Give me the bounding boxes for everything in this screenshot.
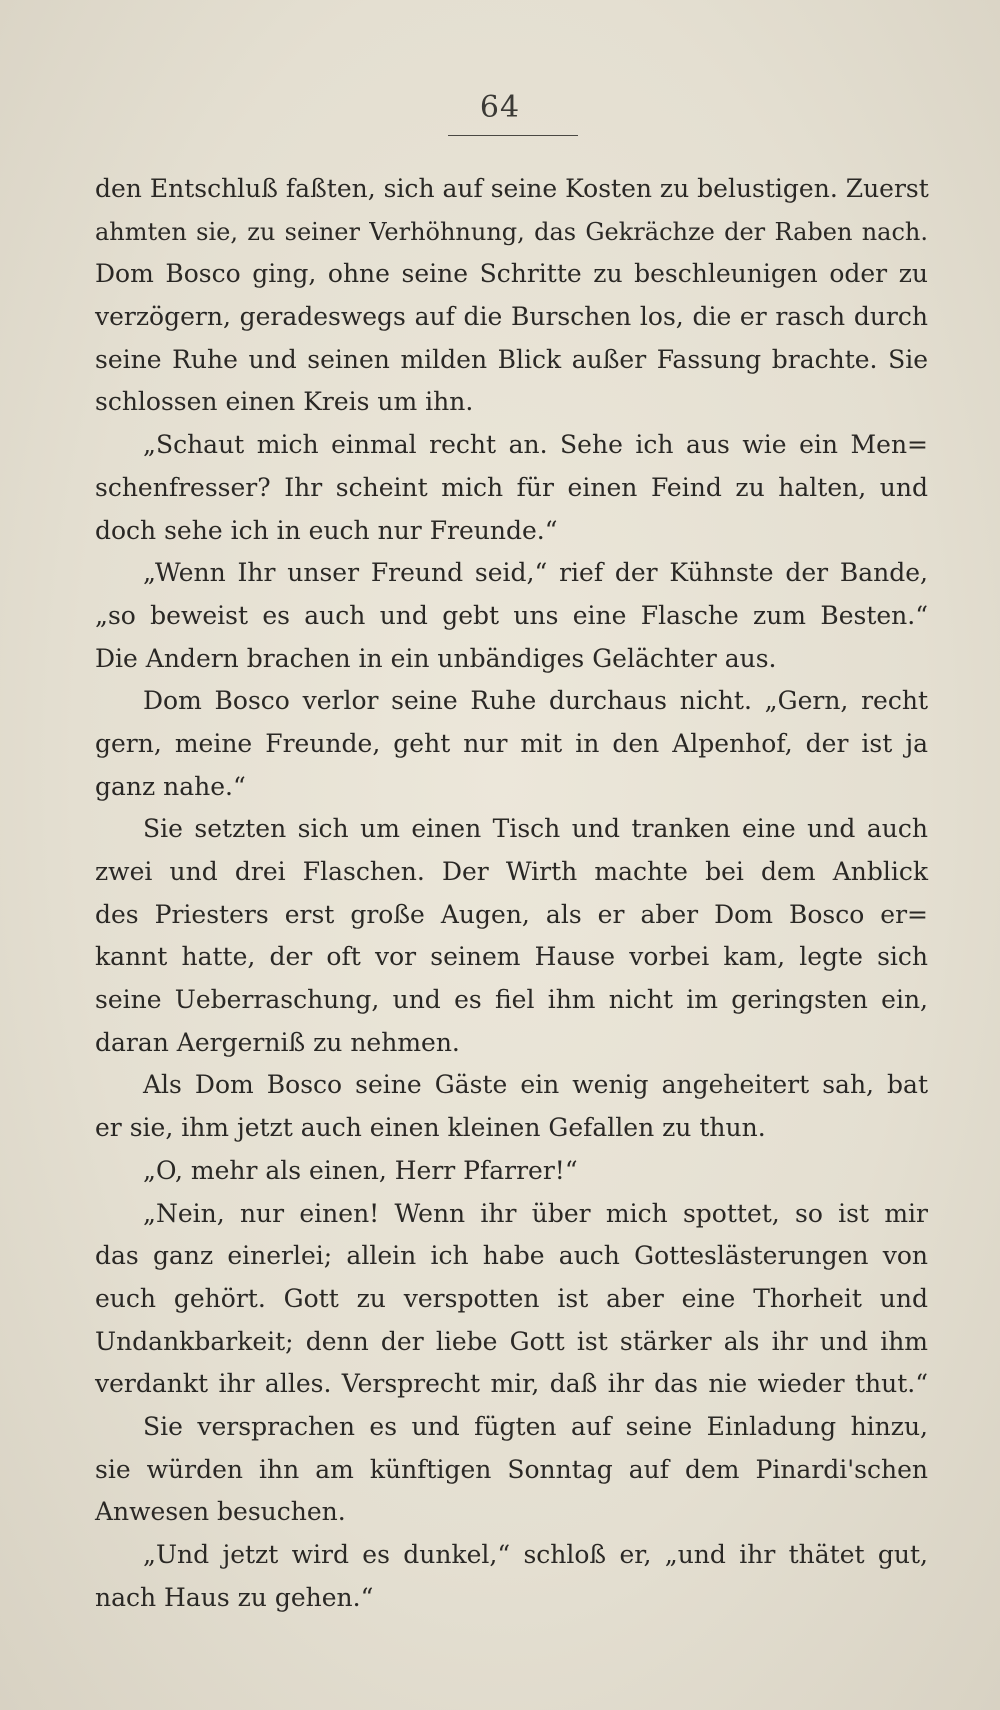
text-line: ganz nahe.“	[95, 771, 246, 801]
text-line: „O, mehr als einen, Herr Pfarrer!“	[143, 1155, 578, 1185]
text-line: zwei und drei Flaschen. Der Wirth machte bei dem Anblick	[95, 857, 928, 886]
text-line: daran Aergerniß zu nehmen.	[95, 1027, 460, 1057]
text-line: den Entschluß faßten, sich auf seine Kosten zu belustigen. Zuerst	[95, 174, 929, 203]
text-line: Dom Bosco ging, ohne seine Schritte zu beschleunigen oder zu	[95, 259, 928, 289]
text-line: Sie versprachen es und fügten auf seine Einladung hinzu,	[143, 1411, 928, 1441]
text-line: Dom Bosco verlor seine Ruhe durchaus nicht. „Gern, recht	[143, 686, 928, 716]
text-line: „Schaut mich einmal recht an. Sehe ich aus wie ein Men=	[143, 430, 928, 460]
text-line: Als Dom Bosco seine Gäste ein wenig angeheitert sah, bat	[143, 1070, 928, 1100]
text-line: verzögern, geradeswegs auf die Burschen los, die er rasch durch	[95, 302, 928, 332]
text-line: er sie, ihm jetzt auch einen kleinen Gefallen zu thun.	[95, 1113, 766, 1143]
text-line: seine Ruhe und seinen milden Blick außer Fassung brachte. Sie	[95, 344, 928, 374]
text-line: doch sehe ich in euch nur Freunde.“	[95, 515, 558, 545]
text-line: Anwesen besuchen.	[95, 1497, 346, 1527]
text-line: schlossen einen Kreis um ihn.	[95, 387, 474, 417]
text-line: verdankt ihr alles. Versprecht mir, daß ihr das nie wieder thut.“	[95, 1369, 928, 1399]
body-text	[95, 168, 928, 1619]
text-line: kannt hatte, der oft vor seinem Hause vorbei kam, legte sich	[95, 942, 928, 972]
text-line: seine Ueberraschung, und es fiel ihm nicht im geringsten ein,	[95, 985, 928, 1015]
text-line: Die Andern brachen in ein unbändiges Gelächter aus.	[95, 643, 777, 673]
text-line: „Wenn Ihr unser Freund seid,“ rief der Kühnste der Bande,	[143, 558, 928, 588]
text-line: nach Haus zu gehen.“	[95, 1582, 374, 1612]
text-line: „Nein, nur einen! Wenn ihr über mich spottet, so ist mir	[143, 1198, 928, 1228]
header-rule	[448, 135, 578, 136]
text-line: gern, meine Freunde, geht nur mit in den Alpenhof, der ist ja	[95, 728, 928, 758]
text-line: Undankbarkeit; denn der liebe Gott ist stärker als ihr und ihm	[95, 1326, 928, 1356]
text-line: sie würden ihn am künftigen Sonntag auf dem Pinardi'schen	[95, 1454, 928, 1484]
text-line: Sie setzten sich um einen Tisch und tranken eine und auch	[143, 814, 928, 844]
text-line: ahmten sie, zu seiner Verhöhnung, das Gekrächze der Raben nach.	[95, 217, 928, 246]
text-line: „Und jetzt wird es dunkel,“ schloß er, „und ihr thätet gut,	[143, 1540, 928, 1569]
text-line: „so beweist es auch und gebt uns eine Flasche zum Besten.“	[95, 600, 928, 630]
text-line: schenfresser? Ihr scheint mich für einen Feind zu halten, und	[95, 472, 928, 502]
text-line: des Priesters erst große Augen, als er aber Dom Bosco er=	[95, 899, 928, 929]
page-number: 64	[479, 90, 521, 125]
text-line: euch gehört. Gott zu verspotten ist aber eine Thorheit und	[95, 1283, 928, 1313]
text-line: das ganz einerlei; allein ich habe auch Gotteslästerungen von	[95, 1241, 928, 1271]
